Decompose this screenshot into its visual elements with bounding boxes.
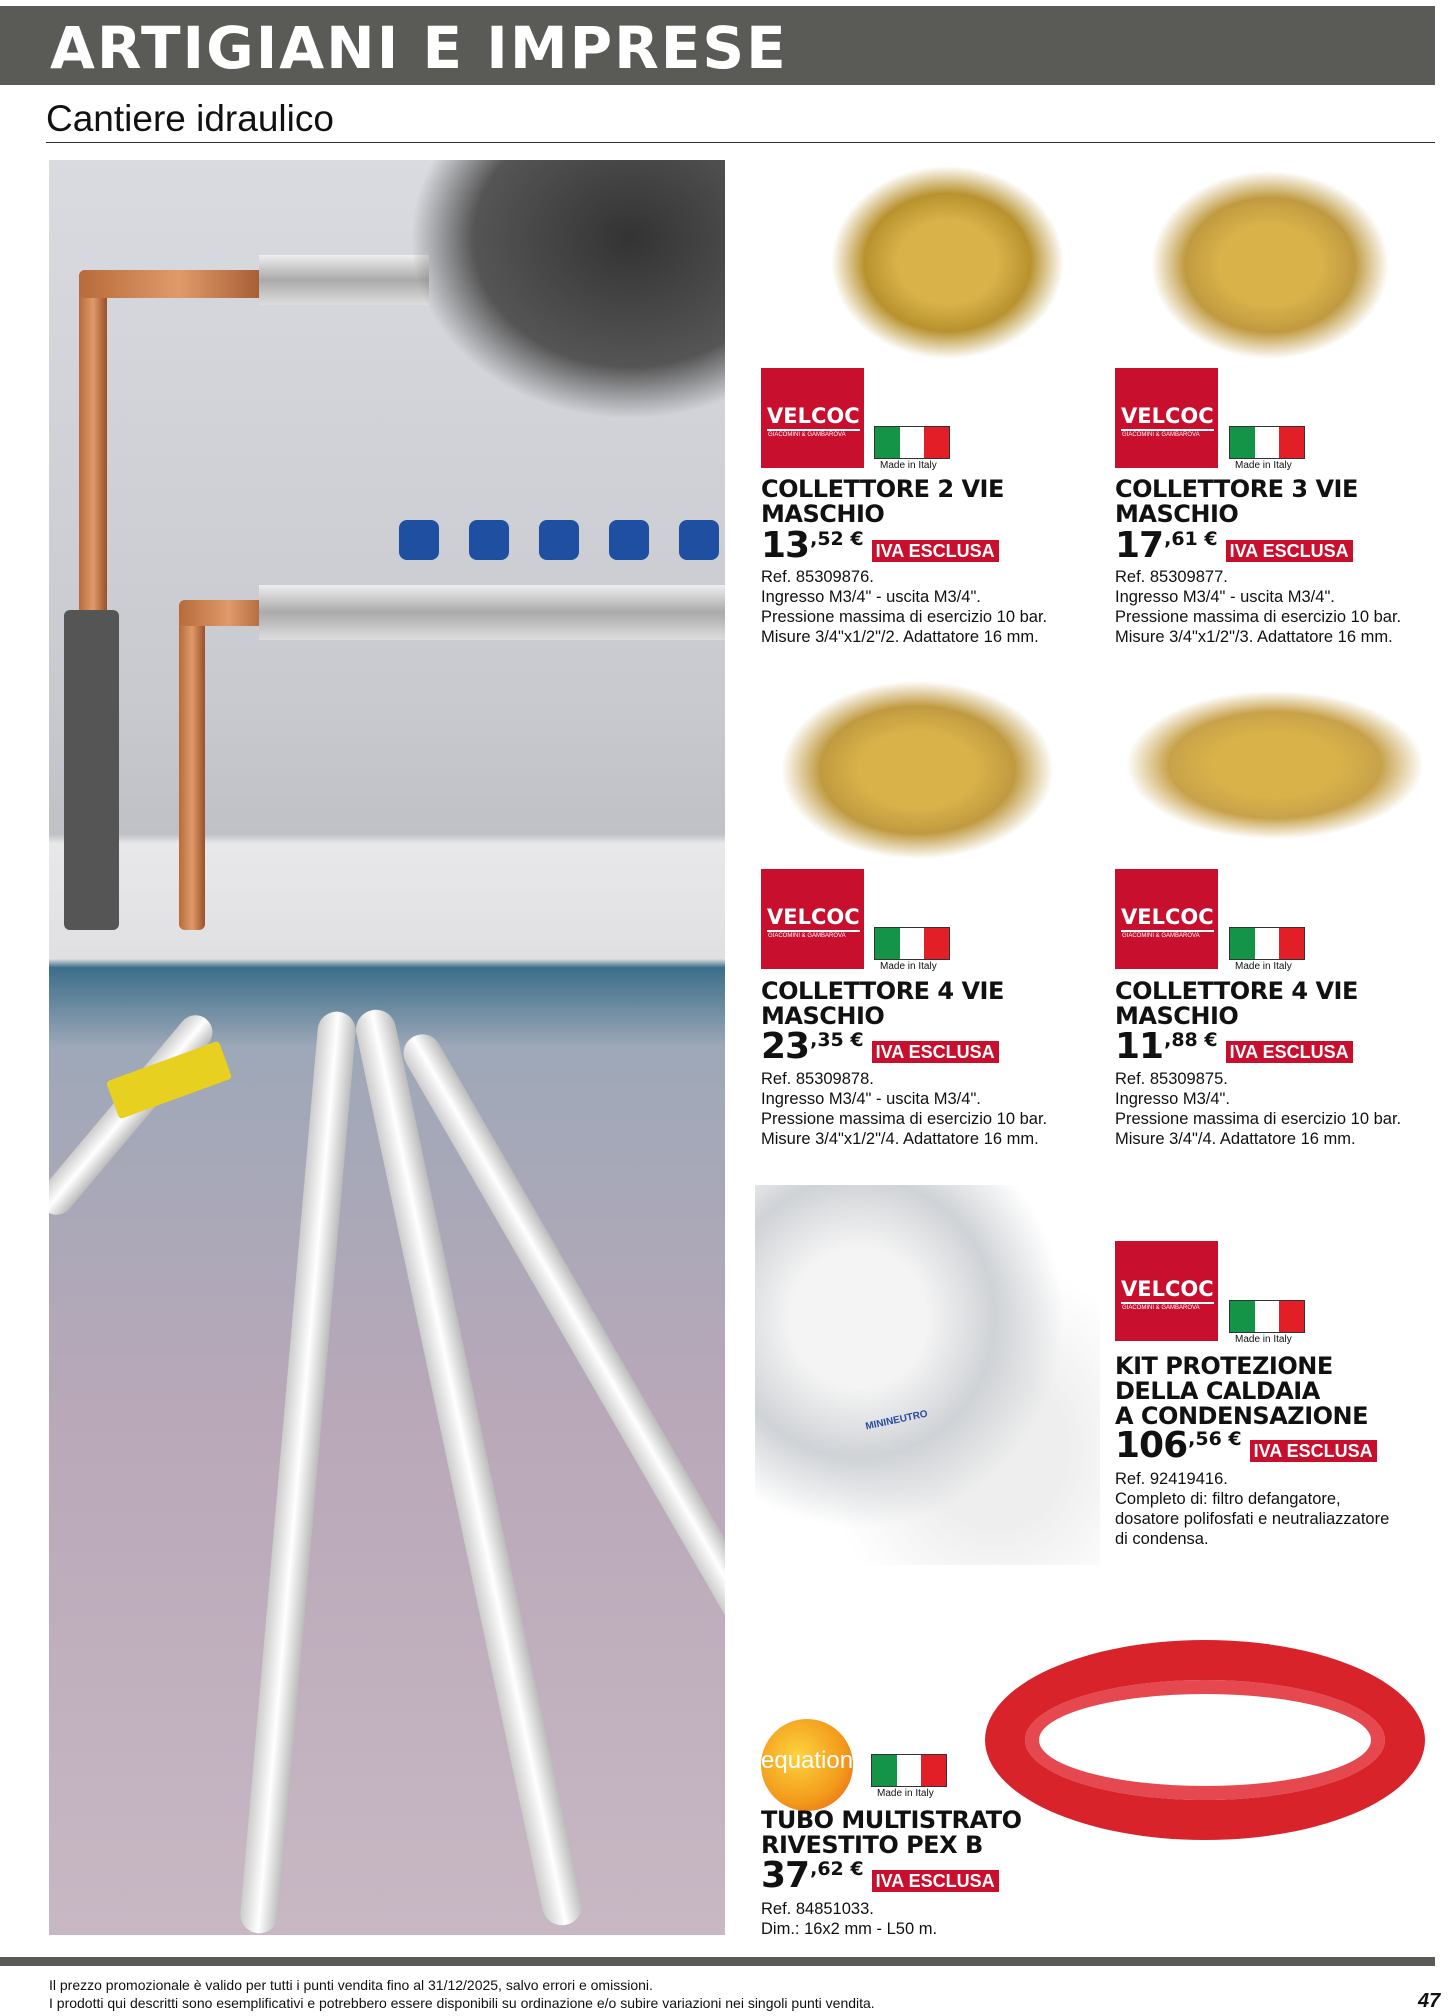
vat-badge: IVA ESCLUSA [1250,1440,1377,1462]
disclaimer-line: I prodotti qui descritti sono esemplificativi e potrebbero essere disponibili su ordinazione e/o subire variazioni nei singoli punti vendita. [49,1995,875,2011]
product-price: 106 ,56 € IVA ESCLUSA [1115,1428,1377,1464]
product-price: 13 ,52 € IVA ESCLUSA [761,528,999,564]
made-in-italy-label: Made in Italy [1235,961,1292,972]
product-title: COLLETTORE 4 VIE MASCHIO [761,977,1004,1030]
page-number: 47 [1418,1990,1441,2012]
product-title: KIT PROTEZIONE DELLA CALDAIA A CONDENSAZIONE [1115,1352,1369,1430]
section-title: ARTIGIANI E IMPRESE [50,14,788,82]
product-title: TUBO MULTISTRATO RIVESTITO PEX B [761,1806,1022,1859]
product-image-collettore-4-vie-bar [1125,690,1425,840]
product-image-collettore-2-vie [830,165,1065,360]
disclaimer-line: Il prezzo promozionale è valido per tutti i punti vendita fino al 31/12/2025, salvo errori e omissioni. [49,1977,653,1993]
made-in-italy-label: Made in Italy [880,460,937,471]
vat-badge: IVA ESCLUSA [872,540,999,562]
product-price: 23 ,35 € IVA ESCLUSA [761,1029,999,1065]
made-in-italy-label: Made in Italy [880,961,937,972]
product-description: Ref. 85309876. Ingresso M3/4" - uscita M3/4". Pressione massima di esercizio 10 bar. Misure 3/4"x1/2"/2. Adattatore 16 mm. [761,568,1048,646]
vat-badge: IVA ESCLUSA [1226,1041,1353,1063]
product-price: 11 ,88 € IVA ESCLUSA [1115,1029,1353,1065]
product-title: COLLETTORE 4 VIE MASCHIO [1115,977,1358,1030]
section-header [0,6,1435,85]
italy-flag-icon [874,927,950,960]
italy-flag-icon [1229,426,1305,459]
product-description: Ref. 85309877. Ingresso M3/4" - uscita M3/4". Pressione massima di esercizio 10 bar. Misure 3/4"x1/2"/3. Adattatore 16 mm. [1115,568,1402,646]
product-price: 37 ,62 € IVA ESCLUSA [761,1858,999,1894]
vat-badge: IVA ESCLUSA [872,1870,999,1892]
made-in-italy-label: Made in Italy [1235,460,1292,471]
velcoc-logo: VELCOC GIACOMINI & GAMBAROVA [1115,368,1218,468]
product-description: Ref. 85309875. Ingresso M3/4". Pressione massima di esercizio 10 bar. Misure 3/4"/4. Adattatore 16 mm. [1115,1070,1402,1148]
vat-badge: IVA ESCLUSA [872,1041,999,1063]
equation-logo: equation [761,1719,853,1811]
product-image-tubo-multistrato [985,1640,1425,1840]
product-title: COLLETTORE 2 VIE MASCHIO [761,475,1004,528]
kit-label: MININEUTRO [864,1408,929,1433]
product-title: COLLETTORE 3 VIE MASCHIO [1115,475,1358,528]
velcoc-logo: VELCOC GIACOMINI & GAMBAROVA [1115,869,1218,969]
footer-disclaimer [49,1976,875,2012]
made-in-italy-label: Made in Italy [1235,1334,1292,1345]
velcoc-logo: VELCOC GIACOMINI & GAMBAROVA [761,869,864,969]
plumbing-manifold-photo [49,160,725,1935]
italy-flag-icon [871,1754,947,1787]
vat-badge: IVA ESCLUSA [1226,540,1353,562]
page-subtitle: Cantiere idraulico [46,98,334,139]
product-image-collettore-3-vie [1150,170,1390,360]
footer-bar [0,1957,1435,1966]
product-image-kit-caldaia [755,1185,1100,1565]
velcoc-logo: VELCOC GIACOMINI & GAMBAROVA [761,368,864,468]
italy-flag-icon [1229,1300,1305,1333]
product-price: 17 ,61 € IVA ESCLUSA [1115,528,1353,564]
made-in-italy-label: Made in Italy [877,1788,934,1799]
italy-flag-icon [1229,927,1305,960]
italy-flag-icon [874,426,950,459]
divider [46,142,1435,143]
product-description: Ref. 84851033. Dim.: 16x2 mm - L50 m. [761,1900,938,1938]
product-image-collettore-4-vie [780,680,1055,860]
product-description: Ref. 85309878. Ingresso M3/4" - uscita M3/4". Pressione massima di esercizio 10 bar. Misure 3/4"x1/2"/4. Adattatore 16 mm. [761,1070,1048,1148]
velcoc-logo: VELCOC GIACOMINI & GAMBAROVA [1115,1241,1218,1341]
product-description: Ref. 92419416. Completo di: filtro defangatore, dosatore polifosfati e neutraliazzatore di condensa. [1115,1470,1390,1548]
